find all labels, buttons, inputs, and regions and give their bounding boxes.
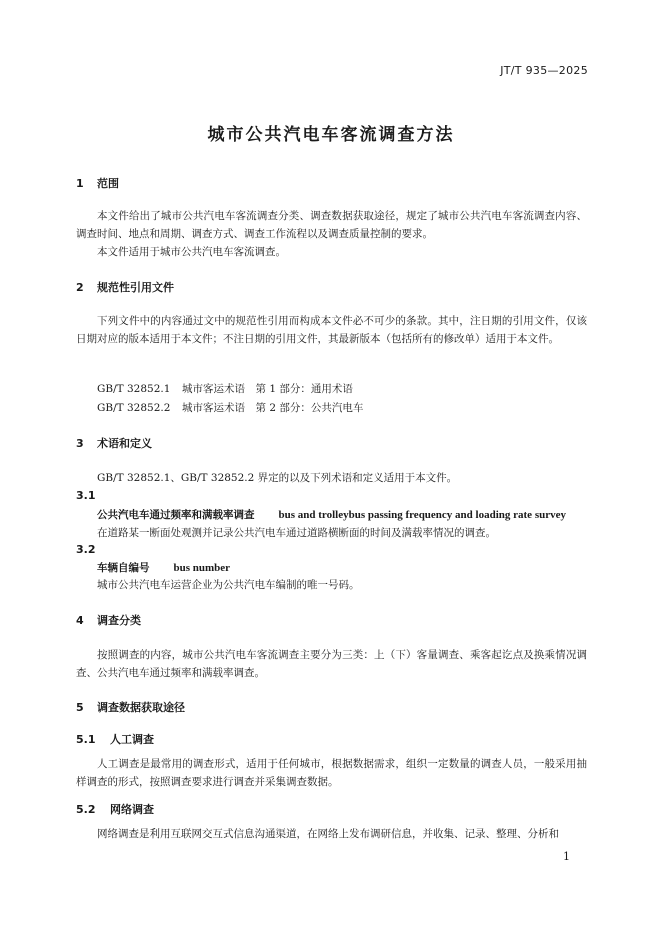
section-number: 3 xyxy=(76,437,84,450)
section-number: 2 xyxy=(76,281,84,294)
subsection-title: 网络调查 xyxy=(110,803,154,816)
section-title: 范围 xyxy=(97,177,119,190)
section-4-heading xyxy=(76,612,141,628)
subsection-title: 人工调查 xyxy=(110,733,154,746)
reference-title: 城市客运术语 第 1 部分：通用术语 xyxy=(182,383,353,395)
standard-code: JT/T 935—2025 xyxy=(500,64,588,77)
section-title: 规范性引用文件 xyxy=(97,281,174,294)
term-name xyxy=(97,507,566,522)
page-number: 1 xyxy=(563,850,570,863)
subsection-5-1-heading xyxy=(76,731,154,747)
reference-title: 城市客运术语 第 2 部分：公共汽电车 xyxy=(182,402,364,414)
reference-code: GB/T 32852.1 xyxy=(97,383,171,395)
section-1-paragraph-1: 本文件给出了城市公共汽电车客流调查分类、调查数据获取途径，规定了城市公共汽电车客流调查内容、调查时间、地点和周期、调查方式、调查工作流程以及调查质量控制的要求。 xyxy=(76,210,587,240)
section-3-heading xyxy=(76,435,152,451)
term-name-en: bus number xyxy=(173,562,231,574)
subsection-5-2-heading xyxy=(76,801,154,817)
term-number: 3.1 xyxy=(76,489,96,502)
term-number: 3.2 xyxy=(76,543,96,556)
reference-item xyxy=(97,381,353,396)
section-5-heading xyxy=(76,699,185,715)
section-2-paragraph: 下列文件中的内容通过文中的规范性引用而构成本文件必不可少的条款。其中，注日期的引用文件，仅该日期对应的版本适用于本文件；不注日期的引用文件，其最新版本（包括所有的修改单）适用于本文件。 xyxy=(76,315,587,345)
section-1-heading xyxy=(76,175,119,191)
section-1-paragraph-2: 本文件适用于城市公共汽电车客流调查。 xyxy=(97,246,286,258)
section-number: 5 xyxy=(76,701,84,714)
term-name xyxy=(97,560,230,575)
subsection-5-1-paragraph: 人工调查是最常用的调查形式，适用于任何城市，根据数据需求，组织一定数量的调查人员，一般采用抽样调查的形式，按照调查要求进行调查并采集调查数据。 xyxy=(76,758,587,788)
term-name-zh: 车辆自编号 xyxy=(97,562,150,574)
term-definition: 在道路某一断面处观测并记录公共汽电车通过道路横断面的时间及满载率情况的调查。 xyxy=(97,527,496,539)
term-definition: 城市公共汽电车运营企业为公共汽电车编制的唯一号码。 xyxy=(97,579,360,591)
section-number: 1 xyxy=(76,177,84,190)
subsection-number: 5.1 xyxy=(76,733,96,746)
term-name-en: bus and trolleybus passing frequency and loading rate survey xyxy=(278,509,566,521)
term-name-zh: 公共汽电车通过频率和满载率调查 xyxy=(97,509,255,521)
subsection-number: 5.2 xyxy=(76,803,96,816)
section-number: 4 xyxy=(76,614,84,627)
section-title: 调查数据获取途径 xyxy=(97,701,185,714)
section-2-heading xyxy=(76,279,174,295)
section-4-paragraph: 按照调查的内容，城市公共汽电车客流调查主要分为三类：上（下）客量调查、乘客起讫点及换乘情况调查、公共汽电车通过频率和满载率调查。 xyxy=(76,649,587,679)
reference-item xyxy=(97,400,363,415)
reference-code: GB/T 32852.2 xyxy=(97,402,171,414)
section-title: 调查分类 xyxy=(97,614,141,627)
section-3-intro: GB/T 32852.1、GB/T 32852.2 界定的以及下列术语和定义适用于本文件。 xyxy=(97,472,458,484)
document-title: 城市公共汽电车客流调查方法 xyxy=(207,125,455,145)
subsection-5-2-paragraph: 网络调查是利用互联网交互式信息沟通渠道，在网络上发布调研信息，并收集、记录、整理、分析和 xyxy=(97,828,559,840)
section-title: 术语和定义 xyxy=(97,437,152,450)
